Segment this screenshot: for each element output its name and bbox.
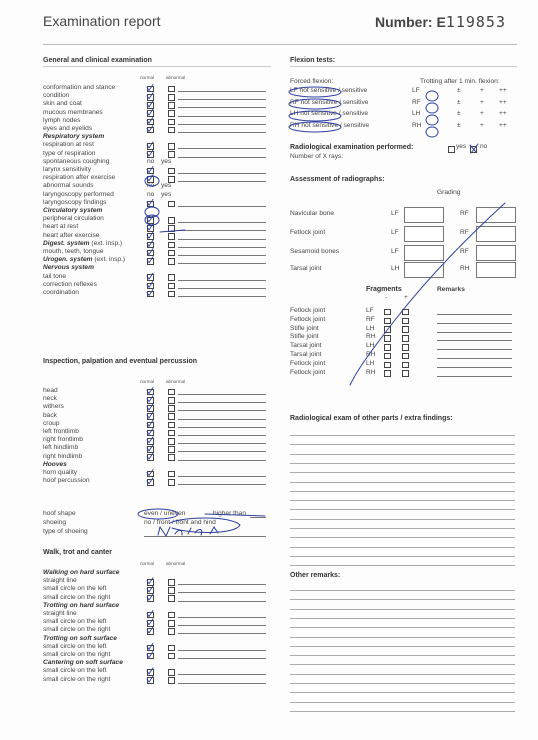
general-normal-tick [147,290,153,296]
walk-row-label: small circle on the left [43,667,107,675]
fragment-leg-label: RH [366,351,376,358]
fragment-leg-label: LH [366,359,375,367]
inspection-row-label: hoof percussion [43,477,90,485]
radiograph-strike-line [350,203,505,385]
general-normal-tick [147,142,153,148]
general-normal-tick [147,109,153,115]
grading-left-label: LF [391,229,399,236]
general-normal-tick [147,85,153,91]
fragment-joint-name: Fetlock joint [290,368,326,376]
general-normal-tick [147,117,153,123]
inspection-row-label: withers [43,403,64,411]
fragment-joint-name: Stifle joint [290,333,319,341]
walk-normal-tick [147,619,153,625]
general-row-label: skin and coat [43,100,82,108]
flexion-grade-option[interactable]: + [480,110,484,117]
grading-right-label: RF [460,229,469,236]
general-row-label: spontaneous coughing [43,157,110,165]
general-no-option[interactable]: no [147,182,155,190]
fragment-leg-label: RH [366,368,376,376]
walk-subheading: Trotting on hard surface [43,601,120,609]
shoeing-options: no / front / front and hind [144,519,216,526]
general-row-label: respiration after exercise [43,174,116,182]
remarks-label: Remarks [437,286,465,293]
walk-normal-tick [147,627,153,633]
general-row-label: tail tone [43,272,67,280]
flexion-grade-option[interactable]: ++ [499,98,507,106]
trotting-flexion-label: Trotting after 1 min. flexion: [420,78,500,85]
shoeing-label: shoeing [43,519,67,526]
xrays-label: Number of X rays: [290,153,344,160]
flexion-row-text[interactable]: RH not sensitive / sensitive [290,121,370,129]
general-normal-tick [147,232,153,238]
grading-left-label: LF [391,248,399,255]
walk-row-label: small circle on the right [43,651,111,658]
flexion-row-text[interactable]: RF not sensitive / sensitive [290,98,369,106]
inspection-row-label: left frontlimb [43,428,79,435]
inspection-normal-tick [147,388,153,394]
general-row-label: heart at rest [43,223,79,231]
inspection-row-label: croup [43,419,60,427]
trot-rf-circle [426,103,438,113]
general-normal-tick [147,167,153,173]
flexion-row-text[interactable]: LH not sensitive / sensitive [290,110,369,117]
walk-normal-tick [147,652,153,658]
general-normal-tick [147,273,153,279]
general-normal-tick [147,249,153,255]
flexion-lf-circle [289,87,341,97]
general-yes-option[interactable]: yes [161,190,172,198]
walk-row-label: straight line [43,577,77,585]
flexion-grade-option[interactable]: ++ [499,87,507,94]
hoof-shape-extra: higher than [213,510,246,517]
flexion-grade-option[interactable]: + [480,98,484,106]
walk-normal-tick [147,668,153,674]
general-row-label: type of respiration [43,149,96,157]
general-row-label: lymph nodes [43,116,81,124]
general-row-label: respiration at rest [43,141,94,149]
fragment-leg-label: RF [366,315,375,323]
fragment-joint-name: Fetlock joint [290,359,326,367]
walk-row-label: straight line [43,610,77,617]
grading-joint-name: Fetlock joint [290,229,326,236]
flexion-leg-label: LF [412,87,420,94]
walk-col-normal: normal [140,561,155,566]
other-remarks-title: Other remarks: [290,572,341,579]
general-row-label: laryngoscopy findings [43,198,107,206]
flexion-leg-label: RH [412,121,422,129]
walk-subheading: Walking on hard surface [43,569,120,576]
inspection-row-label: head [43,387,58,394]
general-row-label: condition [43,92,70,100]
fragment-joint-name: Fetlock joint [290,315,326,323]
walk-row-label: small circle on the right [43,626,111,634]
walk-normal-tick [147,676,153,682]
grading-left-label: LH [391,265,400,272]
inspection-normal-tick [147,404,153,410]
radiological-no-label: no [480,143,488,150]
general-subheading: Nervous system [43,264,94,272]
normal-tick-marks [147,85,153,683]
general-row-label: mouth, teeth, tongue [43,248,104,255]
general-yes-option[interactable]: yes [161,157,172,165]
walk-row-label: small circle on the right [43,593,111,601]
general-col-abnormal: abnormal [166,75,186,80]
grading-joint-name: Navicular bone [290,210,334,217]
flexion-grade-option[interactable]: ± [457,121,461,129]
hoof-shape-options: even / uneven [144,510,186,517]
flexion-title: Flexion tests: [290,57,336,64]
general-row-label: laryngoscopy performed [43,190,114,198]
inspection-normal-tick [147,445,153,451]
trot-rh-circle [426,127,438,137]
general-no-option[interactable]: no [147,157,155,165]
inspection-col-abnormal: abnormal [166,379,186,384]
general-normal-tick [147,175,153,181]
inspection-row-label: right hindlimb [43,452,83,460]
flexion-grade-option[interactable]: ++ [499,121,507,129]
flexion-grade-option[interactable]: ++ [499,110,507,117]
general-normal-tick [147,126,153,132]
walk-col-abnormal: abnormal [166,561,186,566]
general-row-label: mucous membranes [43,108,103,116]
walk-normal-tick [147,586,153,592]
fragment-leg-label: RH [366,333,376,341]
general-row-label: conformation and stance [43,84,116,91]
laryngoscopy-findings-strike [160,230,185,232]
walk-section-title: Walk, trot and canter [43,549,112,556]
inspection-row-label: neck [43,395,57,403]
general-no-option[interactable]: no [147,190,155,198]
flexion-grade-option[interactable]: + [480,87,484,94]
flexion-grade-option[interactable]: ± [457,87,461,94]
general-row-label: heart after exercise [43,231,100,239]
general-row-label: coordination [43,289,79,296]
fragment-joint-name: Tarsal joint [290,342,322,350]
fragment-joint-name: Tarsal joint [290,351,322,358]
flexion-rf-circle [289,99,341,109]
flexion-grade-option[interactable]: + [480,121,484,129]
general-subheading: Urogen. system [43,256,93,264]
inspection-row-label: back [43,411,57,419]
flexion-leg-label: RF [412,98,421,106]
general-normal-tick [147,199,153,205]
general-normal-tick [147,150,153,156]
fragments-plus: + [404,294,408,301]
forced-flexion-label: Forced flexion: [290,78,334,85]
walk-subheading: Cantering on soft surface [43,659,123,667]
walk-normal-tick [147,578,153,584]
general-subheading: Circulatory system [43,207,103,214]
trot-lf-circle [426,91,438,101]
fragments-label: Fragments [366,286,402,293]
general-normal-tick [147,93,153,99]
flexion-lh-circle [289,111,341,121]
grading-right-label: RF [460,210,469,217]
general-col-normal: normal [140,75,155,80]
general-subheading: Digest. system [43,239,90,247]
walk-row-label: small circle on the left [43,642,107,650]
inspection-normal-tick [147,412,153,418]
fragment-joint-name: Fetlock joint [290,307,326,314]
general-row-label: eyes and eyelids [43,125,93,132]
page-title: Examination report [43,13,161,29]
grading-label: Grading [437,189,461,196]
walk-row-label: small circle on the left [43,618,107,626]
walk-normal-tick [147,643,153,649]
general-yes-option[interactable]: yes [161,182,172,190]
general-normal-tick [147,281,153,287]
hoof-shape-higher-strike [205,514,265,516]
grading-right-label: RH [460,265,470,272]
general-normal-tick [147,240,153,246]
inspection-normal-tick [147,396,153,402]
assessment-title: Assessment of radiographs: [290,176,385,183]
general-subheading: Respiratory system [43,133,105,141]
inspection-section-title: Inspection, palpation and eventual percussion [43,358,198,365]
inspection-col-normal: normal [140,379,155,384]
general-suffix: (ext. insp.) [92,256,126,264]
number-label: Number: E [375,14,446,30]
inspection-row-label: right frontlimb [43,436,83,444]
inspection-normal-tick [147,429,153,435]
inspection-normal-tick [147,420,153,426]
walk-row-label: small circle on the left [43,585,107,593]
general-row-label: correction reflexes [43,280,97,288]
number-value: 119853 [445,13,506,31]
flexion-row-text[interactable]: LF not sensitive / sensitive [290,87,368,94]
walk-subheading: Trotting on soft surface [43,634,117,642]
walk-row-label: small circle on the right [43,675,111,683]
grading-left-label: LF [391,210,399,217]
general-normal-tick [147,101,153,107]
radiological-no-tick [470,144,478,153]
general-row-label: peripheral circulation [43,215,104,223]
type-of-shoeing-label: type of shoeing [43,528,88,535]
flexion-grade-option[interactable]: ± [457,110,461,117]
radiological-performed-label: Radiological examination performed: [290,144,414,151]
flexion-grade-option[interactable]: ± [457,98,461,106]
hoof-shape-label: hoof shape [43,510,76,517]
fragment-leg-label: LH [366,342,375,350]
general-normal-tick [147,257,153,263]
other-parts-title: Radiological exam of other parts / extra findings: [290,415,453,422]
general-section-title: General and clinical examination [43,57,152,64]
grading-right-label: RF [460,248,469,255]
inspection-subheading: Hooves [43,460,67,468]
trot-lh-circle [426,115,438,125]
fragments-minus: - [385,294,388,301]
inspection-normal-tick [147,478,153,484]
radiological-yes-label: yes [456,143,467,150]
flexion-leg-label: LH [412,110,421,117]
walk-normal-tick [147,611,153,617]
walk-normal-tick [147,594,153,600]
fragment-leg-label: LH [366,324,375,332]
inspection-normal-tick [147,437,153,443]
inspection-row-label: horn quality [43,469,78,476]
grading-joint-name: Tarsal joint [290,265,322,272]
general-suffix: (ext. insp.) [89,239,123,247]
flexion-rh-circle [289,122,341,132]
grading-joint-name: Sesamoid bones [290,248,340,255]
general-row-label: abnormal sounds [43,182,94,190]
inspection-normal-tick [147,470,153,476]
hoof-shape-even-circle [138,509,178,519]
fragment-leg-label: LF [366,307,374,314]
inspection-row-label: left hindlimb [43,444,79,452]
fragment-joint-name: Stifle joint [290,324,319,332]
inspection-normal-tick [147,453,153,459]
general-row-label: larynx sensitivity [43,166,92,173]
